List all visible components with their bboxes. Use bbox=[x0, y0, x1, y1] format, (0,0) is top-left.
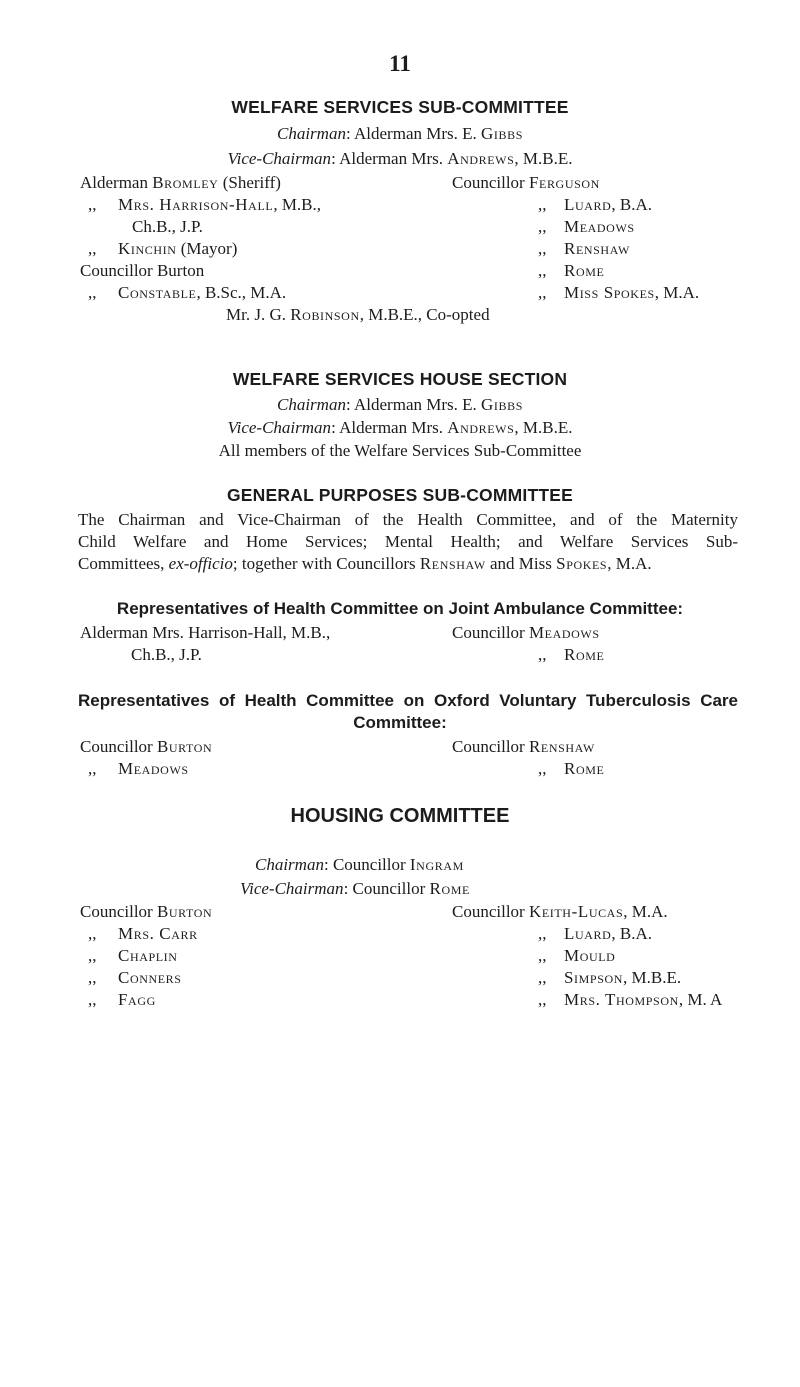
member-row: Ch.B., J.P. bbox=[131, 645, 202, 664]
welfare-house-heading: WELFARE SERVICES HOUSE SECTION bbox=[232, 369, 568, 389]
page-number: 11 bbox=[389, 51, 411, 76]
welfare-house-note: All members of the Welfare Services Sub-Committee bbox=[218, 441, 582, 460]
member-row: ,, bbox=[538, 759, 547, 778]
member-row: ,, bbox=[538, 924, 547, 943]
member-row: Rome bbox=[564, 261, 605, 280]
member-row: Alderman Mrs. Harrison-Hall, M.B., bbox=[80, 623, 331, 642]
welfare-sub-coopted: Mr. J. G. Robinson, M.B.E., Co-opted bbox=[226, 305, 490, 324]
member-row: Meadows bbox=[118, 759, 189, 778]
member-row: ,, bbox=[88, 946, 97, 965]
general-purposes-heading: GENERAL PURPOSES SUB-COMMITTEE bbox=[227, 485, 573, 505]
member-row: Rome bbox=[564, 645, 605, 664]
member-row: ,, bbox=[538, 261, 547, 280]
member-row: Councillor Ferguson bbox=[452, 173, 600, 192]
member-row: ,, bbox=[88, 239, 97, 258]
member-row: ,, bbox=[538, 645, 547, 664]
member-row: Councillor Burton bbox=[80, 737, 213, 756]
member-row: ,, bbox=[88, 283, 97, 302]
member-row: ,, bbox=[538, 195, 547, 214]
member-row: Conners bbox=[118, 968, 182, 987]
member-row: Renshaw bbox=[564, 239, 630, 258]
welfare-house-chairman: Chairman: Alderman Mrs. E. Gibbs bbox=[277, 395, 523, 414]
member-row: Councillor Renshaw bbox=[452, 737, 595, 756]
member-row: Rome bbox=[564, 759, 605, 778]
ambulance-heading: Representatives of Health Committee on Joint Ambulance Committee: bbox=[116, 599, 684, 618]
tuberculosis-heading-line-1: Representatives of Health Committee on Oxford Voluntary Tuberculosis Care bbox=[78, 691, 738, 710]
member-row: Councillor Meadows bbox=[452, 623, 600, 642]
member-row: ,, bbox=[538, 946, 547, 965]
general-purposes-line-3: Committees, ex-officio; together with Councillors Renshaw and Miss Spokes, M.A. bbox=[78, 554, 652, 573]
housing-heading: HOUSING COMMITTEE bbox=[290, 805, 510, 827]
member-row: Mrs. Thompson, M. A bbox=[564, 990, 723, 1009]
member-row: Meadows bbox=[564, 217, 635, 236]
member-row: ,, bbox=[538, 990, 547, 1009]
welfare-house-vice-chairman: Vice-Chairman: Alderman Mrs. Andrews, M.B.E. bbox=[227, 418, 573, 437]
general-purposes-line-2: Child Welfare and Home Services; Mental Health; and Welfare Services Sub- bbox=[78, 532, 738, 551]
member-row: Ch.B., J.P. bbox=[132, 217, 203, 236]
tuberculosis-heading-line-2: Committee: bbox=[353, 713, 447, 732]
general-purposes-line-1: The Chairman and Vice-Chairman of the Health Committee, and of the Maternity bbox=[78, 510, 738, 529]
member-row: Councillor Burton bbox=[80, 902, 213, 921]
welfare-sub-vice-chairman: Vice-Chairman: Alderman Mrs. Andrews, M.B.E. bbox=[227, 149, 573, 168]
member-row: Councillor Keith-Lucas, M.A. bbox=[452, 902, 668, 921]
housing-vice-chairman: Vice-Chairman: Councillor Rome bbox=[240, 879, 470, 898]
member-row: ,, bbox=[88, 924, 97, 943]
member-row: ,, bbox=[88, 195, 97, 214]
welfare-sub-chairman: Chairman: Alderman Mrs. E. Gibbs bbox=[277, 124, 523, 143]
member-row: Mrs. Harrison-Hall, M.B., bbox=[118, 195, 322, 214]
member-row: ,, bbox=[88, 990, 97, 1009]
member-row: ,, bbox=[538, 968, 547, 987]
member-row: ,, bbox=[538, 239, 547, 258]
member-row: Mould bbox=[564, 946, 616, 965]
member-row: Fagg bbox=[118, 990, 156, 1009]
member-row: Alderman Bromley (Sheriff) bbox=[80, 173, 281, 192]
member-row: Mrs. Carr bbox=[118, 924, 198, 943]
housing-chairman: Chairman: Councillor Ingram bbox=[255, 855, 464, 874]
member-row: ,, bbox=[538, 283, 547, 302]
member-row: Miss Spokes, M.A. bbox=[564, 283, 700, 302]
member-row: Chaplin bbox=[118, 946, 178, 965]
member-row: Councillor Burton bbox=[80, 261, 205, 280]
member-row: ,, bbox=[88, 759, 97, 778]
member-row: Constable, B.Sc., M.A. bbox=[118, 283, 287, 302]
member-row: ,, bbox=[88, 968, 97, 987]
member-row: Luard, B.A. bbox=[564, 195, 653, 214]
welfare-sub-heading: WELFARE SERVICES SUB-COMMITTEE bbox=[231, 97, 569, 117]
member-row: Simpson, M.B.E. bbox=[564, 968, 682, 987]
member-row: Kinchin (Mayor) bbox=[118, 239, 238, 258]
member-row: Luard, B.A. bbox=[564, 924, 653, 943]
member-row: ,, bbox=[538, 217, 547, 236]
